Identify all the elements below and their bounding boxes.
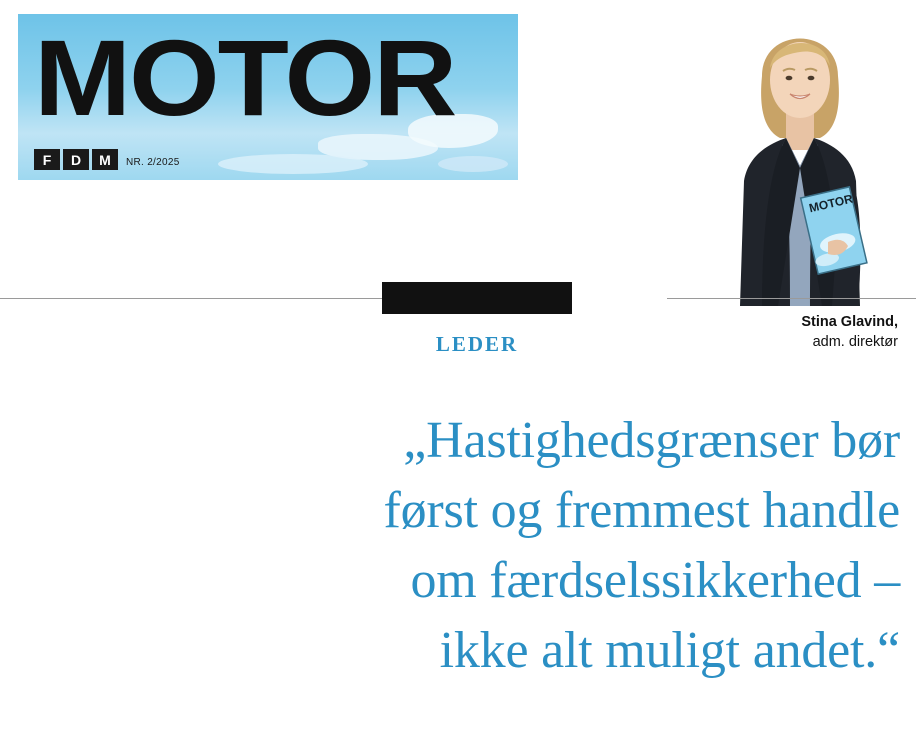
ice-shape-decoration [218, 154, 368, 174]
magazine-title: MOTOR [34, 17, 456, 138]
magazine-cover-thumbnail [18, 14, 518, 180]
divider-rule-right [667, 298, 916, 299]
divider-rule-left [0, 298, 382, 299]
section-label: LEDER [435, 332, 519, 356]
fdm-logo-letter-d: D [63, 149, 89, 170]
pull-quote-line: om færdselssikkerhed – [410, 552, 900, 609]
author-portrait-photo [700, 6, 900, 306]
fdm-logo-letter-f: F [34, 149, 60, 170]
fdm-logo-letter-m: M [92, 149, 118, 170]
svg-text:MOTOR: MOTOR [807, 191, 855, 216]
byline-name: Stina Glavind, [801, 314, 898, 330]
pull-quote-line: først og fremmest handle [383, 482, 900, 539]
pull-quote-line: ikke alt muligt andet.“ [439, 622, 900, 679]
pull-quote-line: „Hastighedsgrænser bør [403, 412, 900, 469]
issue-number: NR. 2/2025 [126, 157, 180, 168]
byline-role: adm. direktør [812, 334, 898, 350]
ice-shape-decoration [438, 156, 508, 172]
fdm-logo [34, 149, 118, 170]
pull-quote [150, 406, 900, 686]
byline [638, 312, 898, 352]
section-marker-bar [382, 282, 572, 314]
